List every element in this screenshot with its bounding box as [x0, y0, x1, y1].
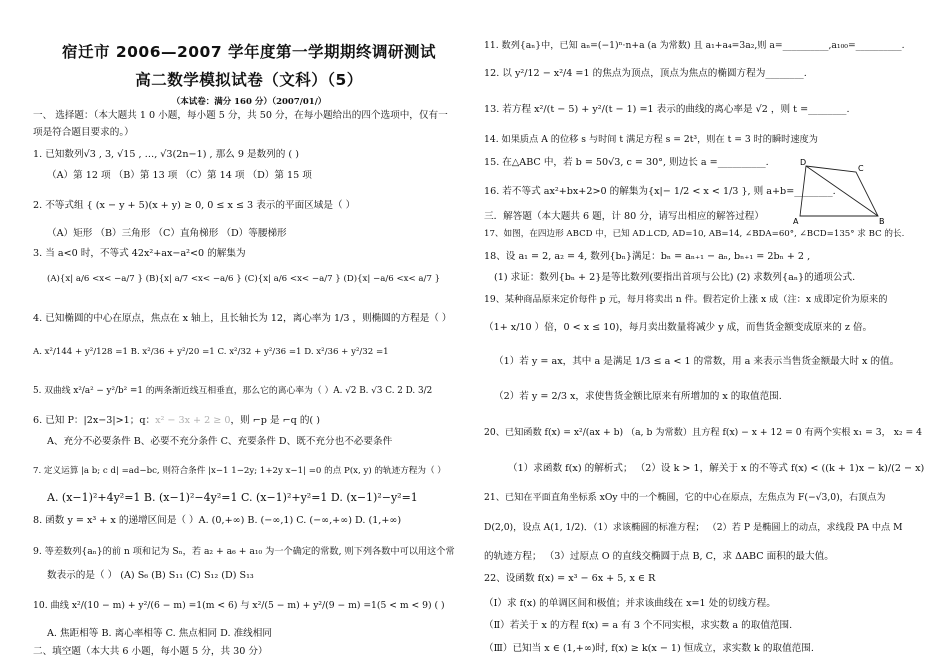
question-20: 20、已知函数 f(x) = x²/(ax + b) （a, b 为常数）且方程 f(x) − x + 12 = 0 有两个实根 x₁ = 3， x₂ = 4 [484, 427, 922, 438]
question-2-options: （A）矩形 （B）三角形 （C）直角梯形 （D）等腰梯形 [47, 228, 287, 239]
question-4: 4. 已知椭圆的中心在原点，焦点在 x 轴上，且长轴长为 12，离心率为 1/3 ，则椭圆的方程是（ ） [33, 313, 452, 324]
question-22-part-2: （Ⅱ）若关于 x 的方程 f(x) = a 有 3 个不同实根，求实数 a 的取值范围. [484, 620, 793, 631]
vertex-label-c: C [858, 164, 864, 173]
vertex-label-d: D [800, 158, 807, 167]
question-18-parts: (1) 求证：数列{bₙ + 2}是等比数列(要指出首项与公比) (2) 求数列{aₙ}的通项公式. [494, 272, 856, 283]
question-21-cont: D(2,0)，设点 A(1, 1/2)．（1）求该椭圆的标准方程； （2）若 P 是椭圆上的动点，求线段 PA 中点 M [484, 522, 903, 533]
question-7-options: A. (x−1)²+4y²=1 B. (x−1)²−4y²=1 C. (x−1)²+y²=1 D. (x−1)²−y²=1 [47, 491, 418, 504]
section-2-heading: 二、填空题（本大共 6 小题，每小题 5 分，共 30 分） [33, 646, 268, 657]
vertex-label-b: B [879, 217, 885, 226]
question-17: 17、如图，在四边形 ABCD 中，已知 AD⊥CD, AD=10, AB=14, ∠BDA=60°, ∠BCD=135° 求 BC 的长. [484, 229, 905, 239]
vertex-label-a: A [793, 217, 799, 226]
section-3-heading: 三．解答题（本大题共 6 题，计 80 分，请写出相应的解答过程） [484, 211, 764, 222]
question-16: 16. 若不等式 ax²+bx+2>0 的解集为{x|− 1/2 < x < 1/3 }, 则 a+b=________. [484, 186, 836, 197]
question-1: 1. 已知数列√3 , 3, √15 , …, √3(2n−1) , 那么 9 是数列的 ( ) [33, 149, 299, 160]
question-19: 19、某种商品原来定价每件 p 元，每月将卖出 n 件。假若定价上涨 x 成（注：x 成即定价为原来的 [484, 294, 888, 305]
question-19-part-1: （1）若 y = ax，其中 a 是满足 1/3 ≤ a < 1 的常数，用 a 来表示当售货金额最大时 x 的值。 [494, 356, 900, 367]
question-2: 2. 不等式组 { (x − y + 5)(x + y) ≥ 0, 0 ≤ x ≤ 3 表示的平面区域是（ ） [33, 200, 356, 211]
question-22-part-3: （Ⅲ）已知当 x ∈ (1,+∞)时, f(x) ≥ k(x − 1) 恒成立，求实数 k 的取值范围. [484, 643, 814, 654]
question-9: 9. 等差数列{aₙ}的前 n 项和记为 Sₙ，若 a₂ + a₆ + a₁₀ 为一个确定的常数, 则下列各数中可以用这个常 [33, 546, 455, 557]
question-7: 7. 定义运算 |a b; c d| =ad−bc, 则符合条件 |x−1 1−2y; 1+2y x−1| =0 的点 P(x, y) 的轨迹方程为（ ） [33, 466, 446, 476]
question-19-cont: （1+ x/10 ）倍，0 < x ≤ 10)，每月卖出数量将减少 y 成，而售货金额变成原来的 z 倍。 [484, 322, 873, 333]
question-21: 21、已知在平面直角坐标系 xOy 中的一个椭圆，它的中心在原点，左焦点为 F(−√3,0)，右顶点为 [484, 492, 886, 503]
question-19-part-2: （2）若 y = 2/3 x，求使售货金额比原来有所增加的 x 的取值范围. [494, 391, 782, 402]
question-4-options: A. x²/144 + y²/128 =1 B. x²/36 + y²/20 =1 C. x²/32 + y²/36 =1 D. x²/36 + y²/32 =1 [33, 347, 389, 357]
question-13: 13. 若方程 x²/(t − 5) + y²/(t − 1) =1 表示的曲线的离心率是 √2 ，则 t =________. [484, 104, 850, 115]
question-22-part-1: （Ⅰ）求 f(x) 的单调区间和极值；并求该曲线在 x=1 处的切线方程。 [484, 598, 776, 609]
question-6-lead: 6. 已知 P：|2x−3|>1；q： [33, 415, 156, 426]
question-6-q-condition: x² − 3x + 2 ≥ 0 [155, 415, 231, 426]
section-1-heading-cont: 项是符合题目要求的。） [33, 127, 134, 138]
question-12: 12. 以 y²/12 − x²/4 =1 的焦点为顶点，顶点为焦点的椭圆方程为________. [484, 68, 807, 79]
question-5: 5. 双曲线 x²/a² − y²/b² =1 的两条渐近线互相垂直，那么它的离心率为（ ）A. √2 B. √3 C. 2 D. 3/2 [33, 386, 433, 396]
diagonal-db [806, 166, 878, 216]
exam-score-info: （本试卷：满分 160 分）（2007/01/） [171, 97, 327, 107]
section-1-heading: 一、 选择题：（本大题共 1 0 小题，每小题 5 分，共 50 分，在每小题给出的四个选项中，仅有一 [33, 110, 448, 121]
question-21-part-3: 的轨迹方程； （3）过原点 O 的直线交椭圆于点 B, C，求 ΔABC 面积的最大值。 [484, 551, 834, 562]
question-20-parts: （1）求函数 f(x) 的解析式； （2）设 k > 1，解关于 x 的不等式 f(x) < ((k + 1)x − k)/(2 − x) [508, 463, 925, 474]
question-6-options: A、充分不必要条件 B、必要不充分条件 C、充要条件 D、既不充分也不必要条件 [47, 436, 393, 447]
question-8: 8. 函数 y = x³ + x 的递增区间是（ ）A. (0,+∞) B. (−∞,1) C. (−∞,+∞) D. (1,+∞) [33, 515, 402, 526]
question-22: 22、设函数 f(x) = x³ − 6x + 5, x ∈ R [484, 573, 656, 584]
question-15: 15. 在△ABC 中，若 b = 50√3, c = 30°, 则边长 a =__________. [484, 157, 769, 168]
question-3: 3. 当 a<0 时，不等式 42x²+ax−a²<0 的解集为 [33, 248, 246, 259]
question-1-options: （A）第 12 项 （B）第 13 项 （C）第 14 项 （D）第 15 项 [47, 170, 312, 181]
question-18: 18、设 a₁ = 2, a₂ = 4, 数列{bₙ}满足：bₙ = aₙ₊₁ − aₙ, bₙ₊₁ = 2bₙ + 2 , [484, 251, 811, 262]
question-10: 10. 曲线 x²/(10 − m) + y²/(6 − m) =1(m < 6) 与 x²/(5 − m) + y²/(9 − m) =1(5 < m < 9) ( ) [33, 600, 445, 611]
question-10-options: A. 焦距相等 B. 离心率相等 C. 焦点相同 D. 准线相同 [47, 628, 272, 639]
question-3-options: (A){x| a/6 <x< −a/7 } (B){x| a/7 <x< −a/6 } (C){x| a/6 <x< −a/7 } (D){x| −a/6 <x< a/7 } [47, 274, 441, 284]
question-9-options: 数表示的是（ ） (A) S₆ (B) S₁₁ (C) S₁₂ (D) S₁₃ [47, 570, 254, 581]
question-6-tail: ，则 ⌐p 是 ⌐q 的( ) [230, 415, 320, 426]
question-11: 11. 数列{aₙ}中，已知 aₙ=(−1)ⁿ·n+a (a 为常数) 且 a₁+a₄=3a₂,则 a=__________,a₁₀₀=__________. [484, 40, 905, 51]
question-14: 14. 如果质点 A 的位移 s 与时间 t 满足方程 s = 2t³，则在 t = 3 时的瞬时速度为 [484, 134, 818, 145]
quadrilateral-outline [800, 166, 878, 216]
quadrilateral-figure [788, 158, 888, 228]
exam-title: 宿迁市 2006—2007 学年度第一学期期终调研测试 [61, 43, 437, 61]
question-6 [33, 415, 320, 427]
exam-subtitle-title: 高二数学模拟试卷（文科）（5） [135, 71, 363, 89]
